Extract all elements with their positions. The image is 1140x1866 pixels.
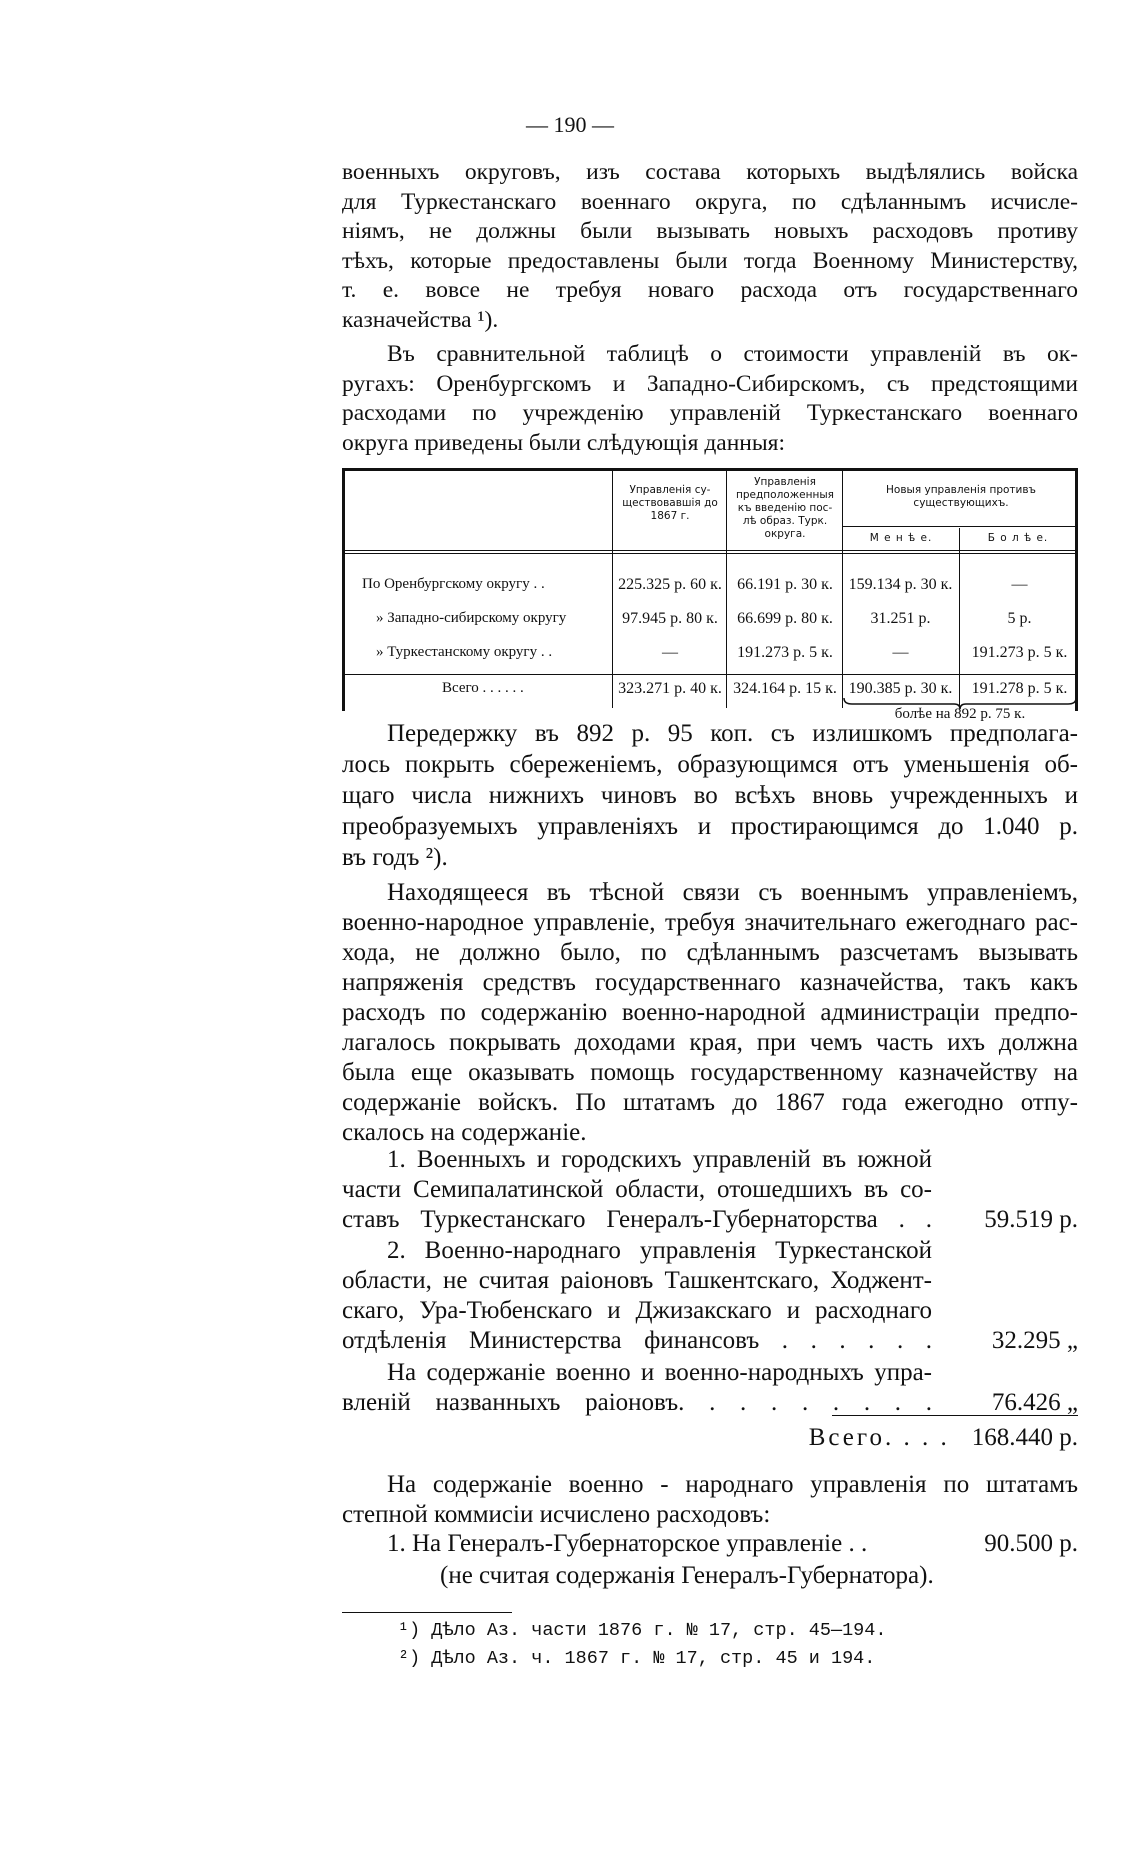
- text-line: щаго числа нижнихъ чиновъ во всѣхъ вновь учрежденныхъ и: [342, 782, 1078, 809]
- ledger-item-1: [342, 1145, 1078, 1235]
- total-label: Всего. . . .: [808, 1424, 950, 1451]
- cell-less: —: [892, 644, 909, 661]
- text-line: лось покрыть сбереженіемъ, образующимся отъ уменьшенія об-: [342, 751, 1078, 778]
- text-line: ругахъ: Оренбургскомъ и Западно-Сибирскомъ, съ предстоящими: [342, 370, 1078, 397]
- text-line: ставъ Туркестанскаго Генералъ-Губернаторства . .: [342, 1206, 932, 1233]
- cell-proposed: 324.164 р. 15 к.: [733, 680, 837, 697]
- text-line: была еще оказывать помощь государственному казначейству на: [342, 1059, 1078, 1086]
- ledger-item-2: [342, 1236, 1078, 1356]
- comparison-table: [342, 468, 1078, 722]
- text-line: области, не считая раіоновъ Ташкентскаго, Ходжент-: [342, 1267, 932, 1294]
- cell-less: 159.134 р. 30 к.: [848, 576, 953, 593]
- header-existing: Управленія су- ществовавшія до 1867 г.: [622, 484, 718, 522]
- page-number: — 190 —: [526, 112, 614, 137]
- header-new: Новыя управленія противъ существующихъ.: [886, 484, 1036, 509]
- text-line: преобразуемыхъ управленіяхъ и простирающимся до 1.040 р.: [342, 813, 1078, 840]
- text-line: вленій названныхъ раіоновъ. . . . . . . . .: [342, 1389, 932, 1416]
- text-line: скаго, Ура-Тюбенскаго и Джизакскаго и расходнаго: [342, 1297, 932, 1324]
- row-label: По Оренбургскому округу . .: [362, 576, 545, 592]
- text-line: расходъ по содержанію военно-народной администраціи предпо-: [342, 999, 1078, 1026]
- paragraph-3: [342, 718, 1078, 873]
- paragraph-5: [342, 1470, 1078, 1530]
- cell-proposed: 66.699 р. 80 к.: [737, 610, 833, 627]
- row-label: » Западно-сибирскому округу: [376, 610, 567, 626]
- sum-rule: [832, 1415, 1078, 1416]
- total-amount: 168.440 р.: [971, 1424, 1078, 1451]
- text-line: тѣхъ, которые предоставлены были тогда Военному Министерству,: [342, 247, 1078, 274]
- footnote-2: ²) Дѣло Аз. ч. 1867 г. № 17, стр. 45 и 194.: [398, 1648, 876, 1669]
- ledger-amount: 59.519 р.: [984, 1206, 1078, 1233]
- paragraph-2: [342, 340, 1078, 458]
- cell-existing: 97.945 р. 80 к.: [622, 610, 718, 627]
- paragraph-1: [342, 158, 1078, 335]
- footnote-rule: [342, 1612, 512, 1613]
- text-line: казначейства ¹).: [342, 306, 499, 333]
- header-proposed: Управленія предположенныя къ введенію пос- лѣ образ. Турк. округа.: [736, 476, 834, 540]
- cell-proposed: 66.191 р. 30 к.: [737, 576, 833, 593]
- text-line: хода, не должно было, по сдѣланнымъ разсчетамъ вызывать: [342, 939, 1078, 966]
- text-line: Въ сравнительной таблицѣ о стоимости управленій въ ок-: [387, 341, 1078, 367]
- cell-more: —: [1011, 576, 1028, 593]
- item-line-1: 1. На Генералъ-Губернаторское управленіе . .: [387, 1530, 868, 1557]
- text-line: 1. Военныхъ и городскихъ управленій въ южной: [387, 1146, 932, 1173]
- text-line: военно-народное управленіе, требуя значительнаго ежегоднаго рас-: [342, 909, 1078, 936]
- cell-more: 5 р.: [1007, 610, 1032, 627]
- text-line: расходами по учрежденію управленій Туркестанскаго военнаго: [342, 400, 1078, 426]
- text-line: Передержку въ 892 р. 95 коп. съ излишкомъ предполага-: [387, 720, 1078, 747]
- table-note: болѣе на 892 р. 75 к.: [894, 706, 1026, 722]
- text-line: На содержаніе военно - народнаго управленія по штатамъ: [387, 1471, 1078, 1498]
- text-line: т. е. вовсе не требуя новаго расхода отъ государственнаго: [342, 277, 1078, 303]
- row-label: » Туркестанскому округу . .: [376, 644, 553, 660]
- text-line: отдѣленія Министерства финансовъ . . . . . .: [342, 1327, 932, 1354]
- cell-existing: —: [662, 644, 678, 661]
- text-line: скалось на содержаніе.: [342, 1119, 587, 1146]
- cell-less: 190.385 р. 30 к.: [848, 680, 953, 697]
- text-line: содержаніе войскъ. По штатамъ до 1867 года ежегодно отпу-: [342, 1089, 1078, 1116]
- cell-existing: 323.271 р. 40 к.: [618, 680, 722, 697]
- cell-proposed: 191.273 р. 5 к.: [737, 644, 833, 661]
- paragraph-4: [342, 878, 1078, 1148]
- ledger-amount: 76.426 „: [991, 1389, 1078, 1416]
- cell-less: 31.251 р.: [870, 610, 931, 627]
- text-line: ніямъ, не должны были вызывать новыхъ расходовъ противу: [342, 218, 1078, 244]
- item-amount: 90.500 р.: [984, 1530, 1078, 1557]
- ledger-amount: 32.295 „: [991, 1327, 1078, 1354]
- text-line: округа приведены были слѣдующія данныя:: [342, 429, 785, 456]
- text-line: въ годъ ²).: [342, 844, 448, 871]
- text-line: На содержаніе военно и военно-народныхъ упра-: [387, 1359, 932, 1386]
- text-line: части Семипалатинской области, отошедшихъ въ со-: [342, 1176, 932, 1203]
- footnote-1: ¹) Дѣло Аз. части 1876 г. № 17, стр. 45—194.: [398, 1620, 887, 1641]
- item-general-governor: [342, 1528, 1078, 1592]
- ledger-total: [342, 1424, 1078, 1452]
- text-line: степной коммисіи исчислено расходовъ:: [342, 1501, 771, 1528]
- header-more: Б о л ѣ е.: [987, 532, 1049, 544]
- cell-more: 191.273 р. 5 к.: [971, 644, 1068, 661]
- text-line: напряженія средствъ государственнаго казначейства, такъ какъ: [342, 969, 1078, 996]
- row-label-total: Всего . . . . . .: [442, 680, 524, 696]
- header-less: М е н ѣ е.: [869, 532, 933, 544]
- text-line: лагалось покрывать доходами края, при чемъ часть ихъ должна: [342, 1029, 1078, 1056]
- text-line: Находящееся въ тѣсной связи съ военнымъ управленіемъ,: [387, 879, 1078, 906]
- cell-more: 191.278 р. 5 к.: [971, 680, 1068, 697]
- text-line: для Туркестанскаго военнаго округа, по сдѣланнымъ исчисле-: [342, 188, 1078, 215]
- text-line: военныхъ округовъ, изъ состава которыхъ выдѣлялись войска: [342, 159, 1078, 185]
- text-line: 2. Военно-народнаго управленія Туркестанской: [387, 1237, 932, 1264]
- item-line-2: (не считая содержанія Генералъ-Губернатора).: [440, 1562, 934, 1589]
- ledger-item-3: [342, 1358, 1078, 1418]
- cell-existing: 225.325 р. 60 к.: [618, 576, 722, 593]
